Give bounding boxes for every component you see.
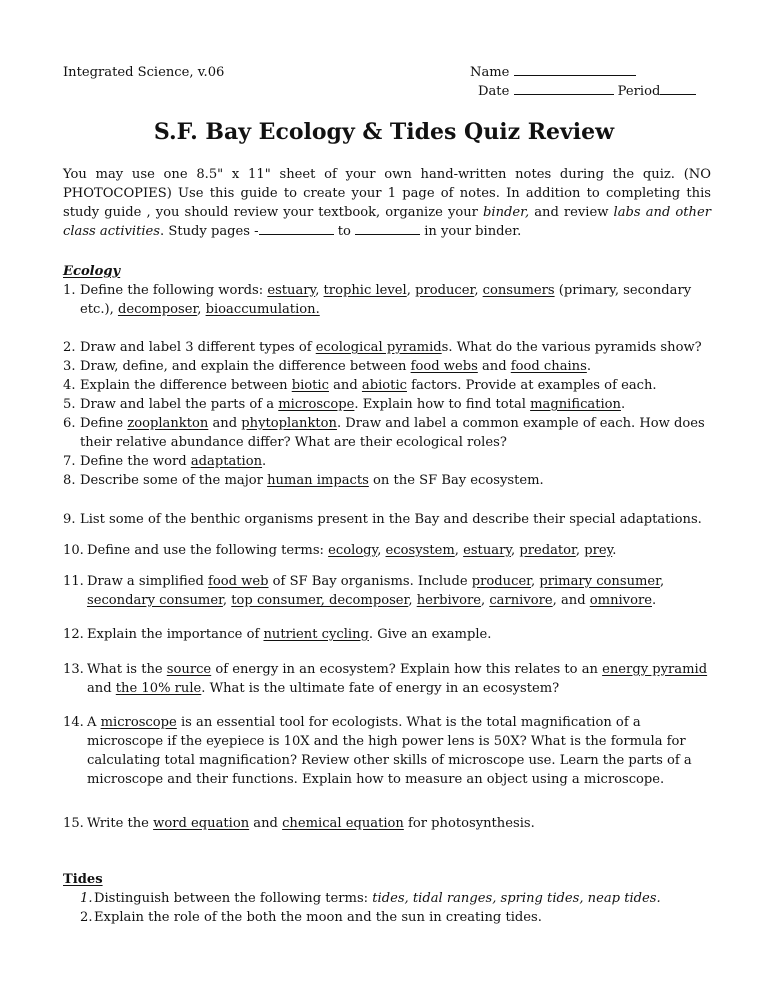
intro-binder: binder, — [483, 205, 530, 220]
tides-list — [80, 889, 710, 927]
intro-text-1: You may use one 8.5" x 11" sheet of your own hand-written notes during the quiz. (NO PHOTOCOPIES) Use this guide to create your 1 page of notes. In addition to completing this study guide , you should review your textbook, organize your — [63, 167, 711, 220]
list-item: 2. Draw and label 3 different types of ecological pyramids. What do the various pyramids show? — [63, 340, 702, 355]
list-item: 13. What is the source of energy in an ecosystem? Explain how this relates to an energy pyramid and the 10% rule. What is the ultimate fate of energy in an ecosystem? — [63, 662, 708, 696]
date-blank[interactable] — [514, 82, 614, 95]
list-item: 2. Explain the role of the both the moon and the sun in creating tides. — [80, 910, 542, 925]
intro-text-4: in your binder. — [420, 224, 522, 239]
name-field-row — [470, 63, 636, 82]
ecology-list-9 — [63, 510, 713, 529]
list-item: 11. Draw a simplified food web of SF Bay organisms. Include producer, primary consumer, secondary consumer, top consumer, decomposer, herbivore, carnivore, and omnivore. — [63, 574, 665, 608]
ecology-list-11 — [63, 572, 713, 610]
list-item: 9. List some of the benthic organisms present in the Bay and describe their special adaptations. — [63, 512, 702, 527]
intro-labs: labs and other class activities — [63, 205, 711, 239]
list-item: 3. Draw, define, and explain the difference between food webs and food chains. — [63, 359, 592, 374]
ecology-list-b — [63, 338, 713, 490]
intro-text-2: and review — [529, 205, 614, 220]
name-label: Name — [470, 65, 510, 80]
list-item: 7. Define the word adaptation. — [63, 454, 267, 469]
list-item: 1. Distinguish between the following terms: tides, tidal ranges, spring tides, neap tides. — [80, 891, 661, 906]
period-label: Period — [617, 84, 661, 99]
date-period-row — [478, 82, 696, 101]
list-item: 12. Explain the importance of nutrient cycling. Give an example. — [63, 627, 492, 642]
ecology-list-10 — [63, 541, 713, 560]
list-item: 4. Explain the difference between biotic and abiotic factors. Provide at examples of each. — [63, 378, 657, 393]
intro-paragraph — [63, 165, 711, 241]
ecology-list-14 — [63, 713, 713, 789]
ecology-list-12 — [63, 625, 713, 644]
name-blank[interactable] — [514, 63, 636, 76]
study-pages-start-blank[interactable] — [259, 222, 334, 235]
period-blank[interactable] — [660, 82, 696, 95]
list-item: 5. Draw and label the parts of a microscope. Explain how to find total magnification. — [63, 397, 626, 412]
list-item: 8. Describe some of the major human impacts on the SF Bay ecosystem. — [63, 473, 544, 488]
intro-to: to — [333, 224, 356, 239]
ecology-list-15 — [63, 814, 713, 833]
date-label: Date — [478, 84, 510, 99]
ecology-heading: Ecology — [63, 264, 121, 279]
list-item: 15. Write the word equation and chemical equation for photosynthesis. — [63, 816, 535, 831]
intro-text-3: . Study pages - — [160, 224, 259, 239]
tides-heading: Tides — [63, 872, 103, 887]
list-item: 1. Define the following words: estuary, trophic level, producer, consumers (primary, secondary etc.), decomposer, bioaccumulation. — [63, 283, 692, 317]
ecology-list-a — [63, 281, 713, 319]
list-item: 14. A microscope is an essential tool for ecologists. What is the total magnification of a microscope if the eyepiece is 10X and the high power lens is 50X? What is the formula for calculating total magnification? Review other skills of microscope use. Learn the parts of a microscope and their functions. Explain how to measure an object using a microscope. — [63, 715, 692, 787]
list-item: 10. Define and use the following terms: ecology, ecosystem, estuary, predator, prey. — [63, 543, 617, 558]
page-title: S.F. Bay Ecology & Tides Quiz Review — [153, 119, 615, 145]
list-item: 6. Define zooplankton and phytoplankton. Draw and label a common example of each. How does their relative abundance differ? What are their ecological roles? — [63, 416, 705, 450]
study-pages-end-blank[interactable] — [355, 222, 420, 235]
course-label: Integrated Science, v.06 — [63, 65, 225, 80]
ecology-list-13 — [63, 660, 713, 698]
